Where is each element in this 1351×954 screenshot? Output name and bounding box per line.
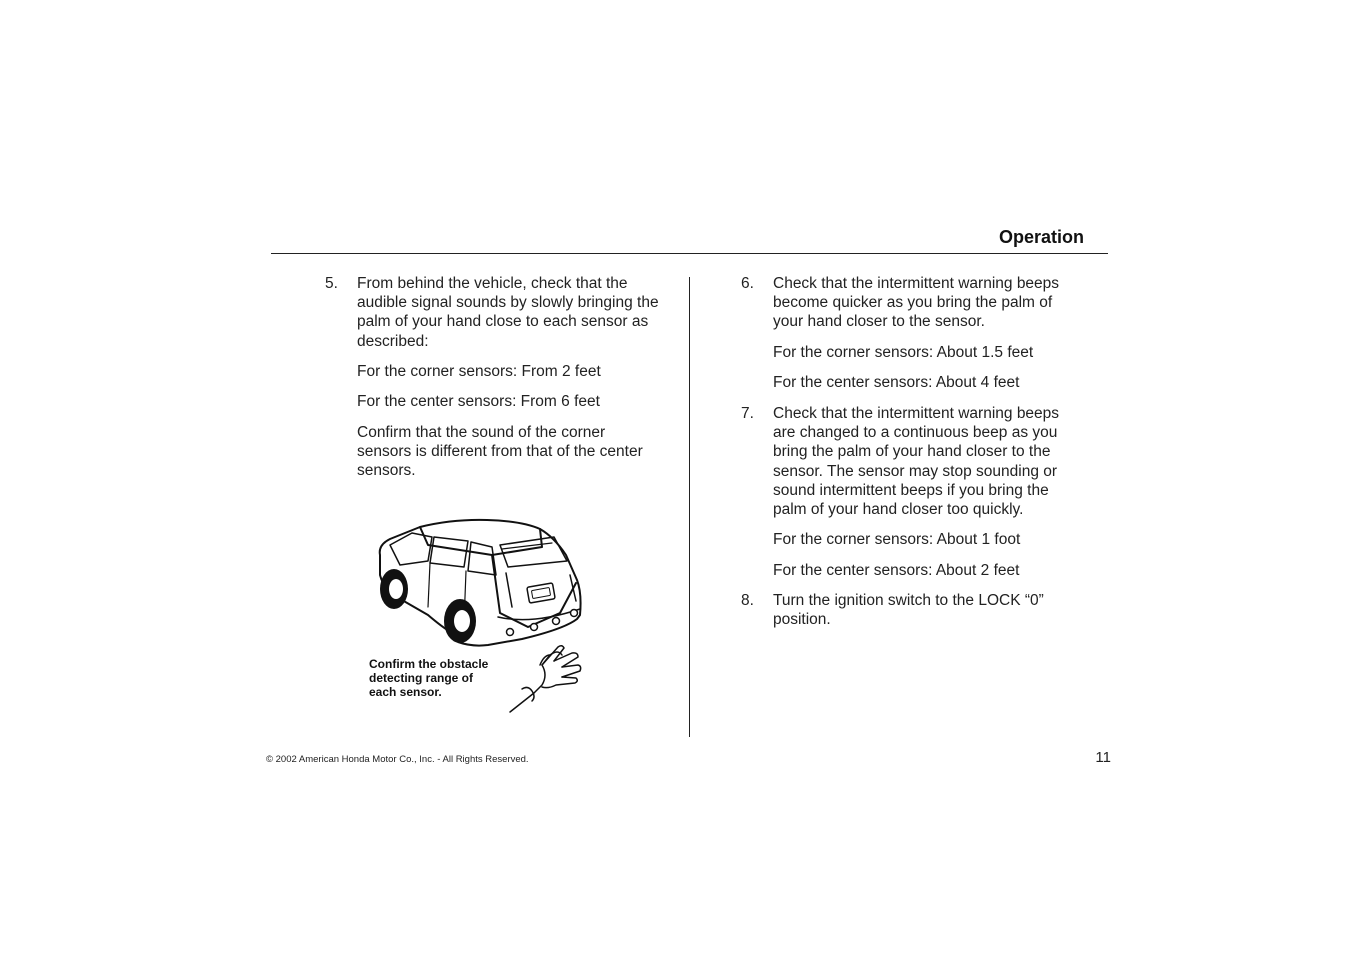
confirm-line: sensors. — [357, 462, 416, 480]
step-line: Check that the intermittent warning beeps — [773, 405, 1060, 422]
corner-sensors-range: For the corner sensors: From 2 feet — [357, 363, 601, 380]
header-rule — [271, 253, 1108, 254]
confirm-line: Confirm that the sound of the corner — [357, 424, 606, 441]
step-line: described: — [357, 332, 429, 350]
step7-center-range: For the center sensors: About 2 feet — [773, 562, 1020, 579]
step-5 — [325, 274, 685, 354]
step7-corner-range: For the corner sensors: About 1 foot — [773, 531, 1021, 548]
step-line: become quicker as you bring the palm of — [773, 294, 1053, 312]
step-number: 6. — [741, 275, 754, 292]
step-line: palm of your hand close to each sensor as — [357, 313, 649, 331]
step-number: 7. — [741, 405, 754, 422]
step-line: are changed to a continuous beep as you — [773, 424, 1058, 442]
copyright-notice: © 2002 American Honda Motor Co., Inc. - All Rights Reserved. — [266, 754, 529, 765]
step-text — [357, 274, 659, 351]
step-line: Check that the intermittent warning beeps — [773, 275, 1060, 292]
step-line: bring the palm of your hand closer to the — [773, 443, 1051, 461]
page-number: 11 — [1095, 749, 1111, 766]
step-line: From behind the vehicle, check that the — [357, 275, 628, 292]
step-line: sound intermittent beeps if you bring the — [773, 481, 1049, 499]
step-line: Turn the ignition switch to the LOCK “0” — [773, 592, 1044, 609]
page-title: Operation — [998, 227, 1084, 247]
step-number: 5. — [325, 275, 338, 292]
step-line: position. — [773, 611, 831, 629]
confirm-line: sensors is different from that of the center — [357, 443, 643, 461]
hand-icon — [510, 646, 581, 712]
step-line: palm of your hand closer too quickly. — [773, 501, 1024, 519]
column-divider — [689, 277, 690, 737]
step-text — [773, 591, 1044, 629]
step-number: 8. — [741, 592, 754, 609]
step-line: sensor. The sensor may stop sounding or — [773, 462, 1058, 480]
step-7 — [741, 404, 1081, 524]
front-wheel — [380, 569, 408, 609]
caption-line: detecting range of — [369, 671, 474, 685]
rear-wheel — [444, 599, 476, 643]
step-8 — [741, 591, 1081, 631]
confirm-sound-text — [357, 423, 643, 481]
step-text — [773, 274, 1059, 332]
caption-line: each sensor. — [369, 685, 442, 699]
step6-corner-range: For the corner sensors: About 1.5 feet — [773, 344, 1034, 361]
caption-line: Confirm the obstacle — [369, 657, 489, 671]
step6-center-range: For the center sensors: About 4 feet — [773, 374, 1020, 391]
step-line: audible signal sounds by slowly bringing the — [357, 294, 659, 312]
step-line: your hand closer to the sensor. — [773, 313, 985, 331]
step-6 — [741, 274, 1081, 334]
center-sensors-range: For the center sensors: From 6 feet — [357, 393, 600, 410]
illustration-caption — [369, 657, 488, 699]
step-text — [773, 404, 1059, 519]
